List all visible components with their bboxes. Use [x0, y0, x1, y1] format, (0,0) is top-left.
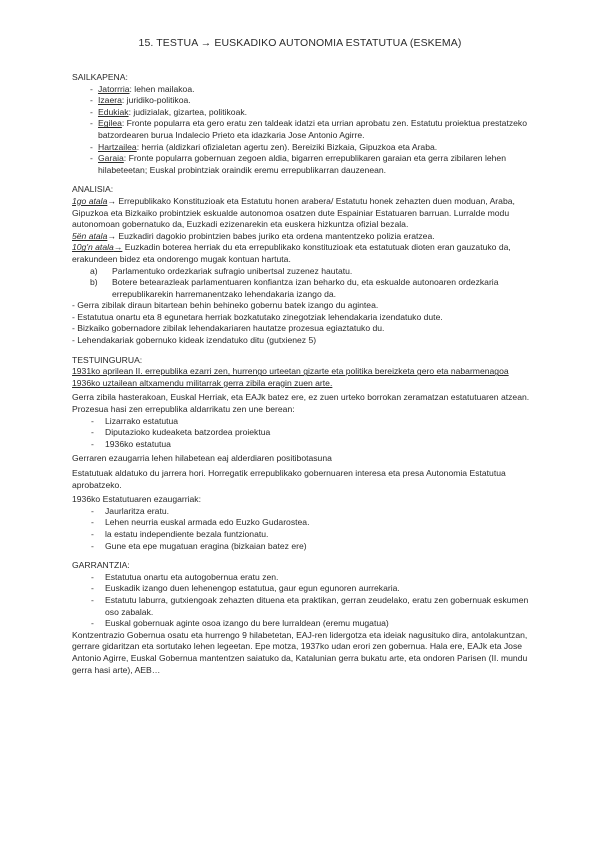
list-item: - la estatu independiente bezala funtzionatu.	[91, 528, 269, 539]
testuingurua-paragraph: Estatutuak aldatuko du jarrera hori. Horregatik errepublikako gobernuaren interesa eta presa Autonomia Estatutua aprobatzeko.	[72, 468, 506, 490]
list-item: - Estatutu laburra, gutxiengoak zehazten dituena eta praktikan, gerran zeudelako, eratu zen gobernuak eskumen oso zabalak.	[91, 594, 529, 617]
list-item: - 1936ko estatutua	[91, 438, 171, 449]
list-item: - Jatorrria: lehen mailakoa.	[90, 83, 195, 94]
testuingurua-paragraph: Gerraren ezaugarria lehen hilabetean eaj alderdiaren positibotasuna	[72, 453, 332, 464]
list-item: - Hartzailea: herria (aldizkari ofizialetan agertu zen). Bereiziki Bizkaia, Gipuzkoa eta Araba.	[90, 141, 438, 152]
document-body	[72, 72, 534, 676]
testuingurua-underlined: 1931ko aprilean II. errepublika ezarri zen, hurrengo urteetan gizarte eta politika bereizketa gero eta nabarmenagoa 1936ko uztailean altxamendu militarrak gerra zibila eragin zuen arte.	[72, 366, 509, 388]
testuingurua-paragraph: 1936ko Estatutuaren ezaugarriak:	[72, 494, 201, 505]
section-heading-testuingurua: TESTUINGURUA:	[72, 354, 143, 365]
list-item: a) Parlamentuko ordezkariak sufragio unibertsal zuzenez hautatu.	[90, 265, 353, 276]
analisia-paragraph-1: 1go atala→ Errepublikako Konstituzioak eta Estatutu honen arabera/ Estatutu honek zehazten duen moduan, Araba, Gipuzkoa eta Bizkaiko probintziek eskualde autonomoa osatzen dute Espainiar Estatuaren barruan. Lurralde modu autonomoan gobernatuko da, Euzkadi ezizenarekin eta euskera hizkuntza ofizial bezala.	[72, 195, 515, 230]
list-item: - Euskal gobernuak aginte osoa izango du bere lurraldean (eremu mugatua)	[91, 618, 389, 629]
sailkapena-list	[72, 84, 534, 177]
analisia-paragraph-3: 10g'n atala→ Euzkadin boterea herriak du eta errepublikako konstituzioak eta estatutuak dioten eran gauzatuko da, erakundeen bidez eta ondorengo mugak kontuan hartuta.	[72, 242, 511, 264]
section-heading-garrantzia: GARRANTZIA:	[72, 560, 130, 571]
arrow-icon: →	[107, 230, 116, 241]
list-item: - Lehen neurria euskal armada edo Euzko Gudarostea.	[91, 517, 310, 528]
page-title: 15. TESTUA → EUSKADIKO AUTONOMIA ESTATUTUA (ESKEMA)	[138, 37, 462, 49]
analisia-line: - Bizkaiko gobernadore zibilak lehendakariaren hautatze prozesua egiaztatuko du.	[72, 323, 385, 334]
list-item: - Diputazioko kudeaketa batzordea proiektua	[91, 427, 271, 438]
list-item: - Jaurlaritza eratu.	[91, 505, 170, 516]
list-item: - Lizarrako estatutua	[91, 415, 179, 426]
list-item: - Edukiak: judizialak, gizartea, politikoak.	[90, 106, 248, 117]
testuingurua-paragraph: Gerra zibila hasterakoan, Euskal Herriak, eta EAJk batez ere, ez zuen urteko borrokan zeramatzan estatutuaren atzean. Prozesua hasi zen errepublika aldarrikatu zen une berean:	[72, 392, 530, 415]
list-item: - Euskadik izango duen lehenengop estatutua, gaur egun egunoren aurrekaria.	[91, 583, 400, 594]
analisia-line: - Lehendakariak gobernuko kideak izendatuko ditu (gutxienez 5)	[72, 335, 317, 346]
list-item: - Garaia: Fronte popularra gobernuan zegoen aldia, bigarren errepublikaren garaian eta gerra zibilaren lehen hilabeteetan; Euskal probintziak oraindik eremu errepublikarran dauzenean.	[90, 153, 506, 175]
arrow-icon: →	[113, 242, 123, 253]
arrow-icon: →	[107, 195, 116, 206]
section-heading-analisia: ANALISIA:	[72, 184, 114, 195]
garrantzia-closing-paragraph: Kontzentrazio Gobernua osatu eta hurrengo 9 hilabetetan, EAJ-ren lidergotza eta ideiak nagusituko dira, antolakuntzan, gerrare gidaritzan eta sortutako lehen legeetan. Epe motza, 1937ko udan erori zen gobernua. Hala ere, EAJk eta Jose Antonio Agirre, Euskal Gobernua mantentzen saiatuko da, Katalunian gerra bukatu arte, eta ondoren Parisen (II. mundu gerra hasi arte), AEB…	[72, 629, 528, 675]
analisia-line: - Estatutua onartu eta 8 egunetara herriak bozkatutako zinegotziak lehendakaria izendatuko dute.	[72, 311, 443, 322]
list-item: - Gune eta epe mugatuan eragina (bizkaian batez ere)	[91, 540, 307, 551]
analisia-line: - Gerra zibilak diraun bitartean behin behineko gobernu batek izango du agintea.	[72, 300, 379, 311]
list-item: b) Botere betearazleak parlamentuaren konfiantza izan beharko du, eta eskualde autonoaren ordezkaria errepublikarekin harremanentzako lehendakaria izango da.	[90, 277, 499, 299]
list-item: - Estatutua onartu eta autogobernua eratu zen.	[91, 571, 279, 582]
analisia-paragraph-2: 5ën atala→ Euzkadiri dagokio probintzien babes juriko eta ordena mantentzeko polizia eratzea.	[72, 230, 435, 241]
list-item: - Egilea: Fronte popularra eta gero eratu zen taldeak idatzi eta urrian aprobatu zen. Estatutu proiektua prestatzeko batzordearen burua Indalecio Prieto eta idazkaria Jose Antonio Agirre.	[90, 118, 527, 140]
section-heading-sailkapena: SAILKAPENA:	[72, 72, 128, 82]
list-item: - Izaera: juridiko-politikoa.	[90, 95, 191, 106]
